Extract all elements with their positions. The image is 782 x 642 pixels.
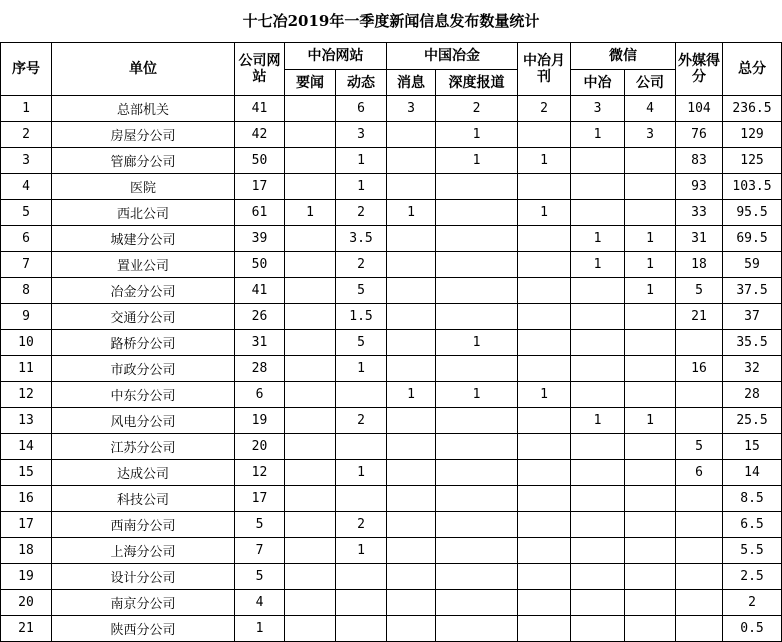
cell-company-site: 5 [235, 512, 285, 538]
cell-cm-news [387, 486, 436, 512]
cell-company-site: 50 [235, 252, 285, 278]
cell-zhongye-news [285, 434, 336, 460]
cell-cm-depth: 1 [436, 382, 518, 408]
cell-zhongye-updates: 5 [336, 330, 387, 356]
cell-cm-depth [436, 590, 518, 616]
cell-seq: 5 [1, 200, 52, 226]
cell-cm-news [387, 590, 436, 616]
cell-monthly [518, 252, 571, 278]
cell-zhongye-updates: 2 [336, 252, 387, 278]
cell-monthly [518, 616, 571, 642]
cell-cm-news: 1 [387, 382, 436, 408]
cell-zhongye-news [285, 408, 336, 434]
cell-cm-depth [436, 174, 518, 200]
cell-zhongye-news [285, 538, 336, 564]
cell-zhongye-news [285, 174, 336, 200]
cell-cm-news [387, 356, 436, 382]
cell-company-site: 17 [235, 486, 285, 512]
cell-external-media: 6 [676, 460, 723, 486]
cell-unit: 中东分公司 [52, 382, 235, 408]
cell-seq: 1 [1, 96, 52, 122]
cell-zhongye-updates: 3 [336, 122, 387, 148]
cell-cm-depth: 1 [436, 122, 518, 148]
cell-company-site: 42 [235, 122, 285, 148]
cell-monthly [518, 278, 571, 304]
cell-seq: 11 [1, 356, 52, 382]
cell-total: 25.5 [723, 408, 782, 434]
cell-wechat-zhongye [571, 304, 625, 330]
cell-zhongye-updates [336, 434, 387, 460]
cell-wechat-company: 1 [625, 226, 676, 252]
cell-zhongye-updates [336, 486, 387, 512]
cell-seq: 3 [1, 148, 52, 174]
cell-monthly: 1 [518, 382, 571, 408]
cell-wechat-zhongye [571, 200, 625, 226]
cell-zhongye-updates: 3.5 [336, 226, 387, 252]
table-row [1, 460, 782, 486]
cell-seq: 13 [1, 408, 52, 434]
cell-wechat-company: 1 [625, 278, 676, 304]
cell-zhongye-updates [336, 564, 387, 590]
table-row [1, 252, 782, 278]
cell-monthly [518, 226, 571, 252]
cell-wechat-zhongye [571, 148, 625, 174]
cell-wechat-company [625, 356, 676, 382]
table-row [1, 382, 782, 408]
table-row [1, 226, 782, 252]
cell-unit: 路桥分公司 [52, 330, 235, 356]
cell-cm-depth [436, 278, 518, 304]
cell-wechat-zhongye: 1 [571, 252, 625, 278]
cell-monthly [518, 564, 571, 590]
table-row [1, 96, 782, 122]
cell-seq: 19 [1, 564, 52, 590]
table-row [1, 564, 782, 590]
cell-monthly [518, 356, 571, 382]
cell-company-site: 39 [235, 226, 285, 252]
cell-total: 35.5 [723, 330, 782, 356]
cell-company-site: 4 [235, 590, 285, 616]
cell-zhongye-news [285, 226, 336, 252]
cell-total: 37.5 [723, 278, 782, 304]
cell-wechat-company: 4 [625, 96, 676, 122]
cell-total: 8.5 [723, 486, 782, 512]
cell-total: 0.5 [723, 616, 782, 642]
cell-total: 103.5 [723, 174, 782, 200]
cell-external-media: 33 [676, 200, 723, 226]
cell-company-site: 61 [235, 200, 285, 226]
cell-cm-depth [436, 226, 518, 252]
cell-wechat-company [625, 460, 676, 486]
cell-monthly [518, 512, 571, 538]
table-row [1, 356, 782, 382]
cell-wechat-company: 1 [625, 252, 676, 278]
header-company-site: 公司网站 [235, 43, 285, 96]
cell-unit: 管廊分公司 [52, 148, 235, 174]
cell-company-site: 50 [235, 148, 285, 174]
cell-zhongye-news [285, 356, 336, 382]
cell-monthly: 2 [518, 96, 571, 122]
cell-zhongye-news: 1 [285, 200, 336, 226]
cell-external-media: 5 [676, 434, 723, 460]
cell-monthly [518, 460, 571, 486]
cell-wechat-company [625, 590, 676, 616]
cell-company-site: 17 [235, 174, 285, 200]
header-unit: 单位 [52, 43, 235, 96]
cell-unit: 房屋分公司 [52, 122, 235, 148]
cell-seq: 20 [1, 590, 52, 616]
cell-cm-news [387, 434, 436, 460]
cell-seq: 18 [1, 538, 52, 564]
cell-zhongye-news [285, 122, 336, 148]
cell-zhongye-updates: 2 [336, 408, 387, 434]
cell-external-media [676, 382, 723, 408]
cell-monthly [518, 304, 571, 330]
cell-cm-depth: 1 [436, 148, 518, 174]
cell-unit: 陕西分公司 [52, 616, 235, 642]
cell-company-site: 41 [235, 96, 285, 122]
cell-unit: 风电分公司 [52, 408, 235, 434]
cell-cm-news [387, 122, 436, 148]
cell-zhongye-news [285, 382, 336, 408]
statistics-table [0, 42, 782, 642]
cell-zhongye-updates: 1 [336, 538, 387, 564]
cell-company-site: 20 [235, 434, 285, 460]
table-row [1, 330, 782, 356]
header-zhongye-site-news: 要闻 [285, 70, 336, 96]
header-china-metallurgy: 中国冶金 [387, 43, 518, 70]
cell-wechat-zhongye: 1 [571, 408, 625, 434]
table-row [1, 512, 782, 538]
cell-external-media [676, 616, 723, 642]
cell-unit: 冶金分公司 [52, 278, 235, 304]
cell-zhongye-news [285, 278, 336, 304]
cell-zhongye-news [285, 304, 336, 330]
cell-company-site: 7 [235, 538, 285, 564]
cell-total: 95.5 [723, 200, 782, 226]
cell-external-media [676, 590, 723, 616]
cell-seq: 15 [1, 460, 52, 486]
cell-external-media: 104 [676, 96, 723, 122]
cell-wechat-company [625, 200, 676, 226]
header-zhongye-monthly: 中冶月刊 [518, 43, 571, 96]
cell-wechat-zhongye [571, 486, 625, 512]
cell-total: 37 [723, 304, 782, 330]
cell-cm-depth [436, 564, 518, 590]
cell-unit: 科技公司 [52, 486, 235, 512]
cell-external-media: 5 [676, 278, 723, 304]
cell-monthly [518, 408, 571, 434]
cell-company-site: 6 [235, 382, 285, 408]
cell-zhongye-updates [336, 616, 387, 642]
cell-cm-news [387, 226, 436, 252]
cell-company-site: 31 [235, 330, 285, 356]
header-zhongye-site: 中冶网站 [285, 43, 387, 70]
cell-seq: 6 [1, 226, 52, 252]
cell-monthly [518, 434, 571, 460]
header-external-media: 外媒得分 [676, 43, 723, 96]
cell-zhongye-updates: 1 [336, 356, 387, 382]
cell-company-site: 1 [235, 616, 285, 642]
cell-cm-news [387, 252, 436, 278]
cell-total: 5.5 [723, 538, 782, 564]
table-row [1, 304, 782, 330]
cell-wechat-company [625, 148, 676, 174]
cell-external-media: 76 [676, 122, 723, 148]
cell-zhongye-updates: 1.5 [336, 304, 387, 330]
cell-zhongye-updates: 6 [336, 96, 387, 122]
cell-monthly [518, 122, 571, 148]
cell-wechat-zhongye [571, 330, 625, 356]
cell-wechat-company [625, 330, 676, 356]
cell-monthly [518, 174, 571, 200]
cell-zhongye-news [285, 96, 336, 122]
table-row [1, 200, 782, 226]
cell-cm-depth [436, 304, 518, 330]
cell-zhongye-news [285, 252, 336, 278]
cell-external-media: 16 [676, 356, 723, 382]
cell-company-site: 5 [235, 564, 285, 590]
cell-wechat-company [625, 512, 676, 538]
cell-monthly [518, 590, 571, 616]
cell-total: 28 [723, 382, 782, 408]
cell-external-media: 83 [676, 148, 723, 174]
cell-zhongye-updates: 2 [336, 512, 387, 538]
cell-cm-depth: 2 [436, 96, 518, 122]
cell-wechat-zhongye [571, 382, 625, 408]
cell-total: 15 [723, 434, 782, 460]
cell-seq: 8 [1, 278, 52, 304]
cell-unit: 达成公司 [52, 460, 235, 486]
cell-company-site: 28 [235, 356, 285, 382]
header-wechat: 微信 [571, 43, 676, 70]
cell-wechat-company [625, 434, 676, 460]
cell-cm-depth [436, 356, 518, 382]
cell-external-media [676, 538, 723, 564]
cell-seq: 17 [1, 512, 52, 538]
cell-wechat-zhongye [571, 564, 625, 590]
cell-wechat-company: 3 [625, 122, 676, 148]
cell-external-media [676, 330, 723, 356]
cell-wechat-zhongye [571, 278, 625, 304]
cell-zhongye-news [285, 148, 336, 174]
cell-unit: 南京分公司 [52, 590, 235, 616]
cell-external-media: 31 [676, 226, 723, 252]
cell-external-media: 18 [676, 252, 723, 278]
cell-cm-news [387, 278, 436, 304]
cell-external-media [676, 564, 723, 590]
cell-seq: 2 [1, 122, 52, 148]
table-row [1, 148, 782, 174]
cell-cm-depth [436, 538, 518, 564]
table-row [1, 616, 782, 642]
cell-cm-news [387, 538, 436, 564]
cell-external-media [676, 512, 723, 538]
cell-cm-news [387, 564, 436, 590]
cell-total: 69.5 [723, 226, 782, 252]
cell-wechat-zhongye [571, 460, 625, 486]
cell-cm-depth [436, 434, 518, 460]
table-row [1, 486, 782, 512]
cell-cm-depth [436, 200, 518, 226]
cell-unit: 江苏分公司 [52, 434, 235, 460]
cell-unit: 设计分公司 [52, 564, 235, 590]
cell-wechat-company [625, 304, 676, 330]
cell-zhongye-news [285, 616, 336, 642]
cell-unit: 市政分公司 [52, 356, 235, 382]
cell-cm-news [387, 174, 436, 200]
cell-wechat-zhongye: 1 [571, 122, 625, 148]
cell-cm-depth [436, 252, 518, 278]
cell-wechat-zhongye [571, 538, 625, 564]
cell-external-media: 93 [676, 174, 723, 200]
cell-seq: 7 [1, 252, 52, 278]
sheet-title: 十七冶2019年一季度新闻信息发布数量统计 [242, 12, 540, 30]
table-row [1, 538, 782, 564]
header-china-metallurgy-depth: 深度报道 [436, 70, 518, 96]
table-body [1, 96, 782, 642]
cell-total: 129 [723, 122, 782, 148]
cell-wechat-company [625, 382, 676, 408]
table-row [1, 590, 782, 616]
cell-wechat-company [625, 486, 676, 512]
cell-zhongye-news [285, 486, 336, 512]
cell-wechat-zhongye: 1 [571, 226, 625, 252]
cell-cm-news: 3 [387, 96, 436, 122]
cell-external-media [676, 408, 723, 434]
cell-wechat-zhongye [571, 616, 625, 642]
cell-zhongye-news [285, 564, 336, 590]
cell-cm-depth: 1 [436, 330, 518, 356]
cell-cm-news [387, 148, 436, 174]
cell-company-site: 26 [235, 304, 285, 330]
cell-zhongye-updates: 1 [336, 460, 387, 486]
cell-unit: 交通分公司 [52, 304, 235, 330]
cell-cm-news [387, 330, 436, 356]
cell-wechat-company: 1 [625, 408, 676, 434]
header-seq: 序号 [1, 43, 52, 96]
table-row [1, 278, 782, 304]
cell-zhongye-news [285, 512, 336, 538]
cell-unit: 上海分公司 [52, 538, 235, 564]
cell-wechat-zhongye: 3 [571, 96, 625, 122]
cell-zhongye-updates: 2 [336, 200, 387, 226]
cell-wechat-zhongye [571, 512, 625, 538]
table-row [1, 434, 782, 460]
cell-unit: 总部机关 [52, 96, 235, 122]
cell-zhongye-updates: 1 [336, 174, 387, 200]
cell-unit: 置业公司 [52, 252, 235, 278]
cell-zhongye-news [285, 460, 336, 486]
cell-total: 125 [723, 148, 782, 174]
cell-monthly [518, 538, 571, 564]
cell-cm-depth [436, 460, 518, 486]
cell-total: 59 [723, 252, 782, 278]
table-row [1, 408, 782, 434]
cell-seq: 10 [1, 330, 52, 356]
cell-seq: 21 [1, 616, 52, 642]
cell-monthly: 1 [518, 148, 571, 174]
cell-zhongye-updates [336, 382, 387, 408]
cell-zhongye-updates: 5 [336, 278, 387, 304]
cell-cm-news [387, 408, 436, 434]
cell-cm-depth [436, 408, 518, 434]
cell-wechat-company [625, 564, 676, 590]
header-zhongye-site-updates: 动态 [336, 70, 387, 96]
cell-total: 2 [723, 590, 782, 616]
cell-total: 2.5 [723, 564, 782, 590]
cell-company-site: 19 [235, 408, 285, 434]
cell-cm-news [387, 304, 436, 330]
cell-unit: 医院 [52, 174, 235, 200]
cell-external-media: 21 [676, 304, 723, 330]
cell-total: 6.5 [723, 512, 782, 538]
cell-cm-depth [436, 486, 518, 512]
cell-total: 14 [723, 460, 782, 486]
cell-cm-news [387, 460, 436, 486]
cell-external-media [676, 486, 723, 512]
cell-wechat-company [625, 174, 676, 200]
cell-zhongye-news [285, 590, 336, 616]
cell-zhongye-updates [336, 590, 387, 616]
header-china-metallurgy-news: 消息 [387, 70, 436, 96]
cell-seq: 9 [1, 304, 52, 330]
cell-wechat-zhongye [571, 356, 625, 382]
cell-zhongye-news [285, 330, 336, 356]
table-row [1, 174, 782, 200]
cell-unit: 城建分公司 [52, 226, 235, 252]
cell-unit: 西北公司 [52, 200, 235, 226]
cell-seq: 4 [1, 174, 52, 200]
cell-company-site: 12 [235, 460, 285, 486]
cell-total: 236.5 [723, 96, 782, 122]
cell-seq: 16 [1, 486, 52, 512]
header-wechat-company: 公司 [625, 70, 676, 96]
cell-zhongye-updates: 1 [336, 148, 387, 174]
cell-cm-news [387, 512, 436, 538]
table-row [1, 122, 782, 148]
cell-wechat-zhongye [571, 174, 625, 200]
cell-wechat-zhongye [571, 434, 625, 460]
cell-monthly [518, 486, 571, 512]
cell-seq: 14 [1, 434, 52, 460]
cell-company-site: 41 [235, 278, 285, 304]
cell-wechat-company [625, 616, 676, 642]
cell-cm-news [387, 616, 436, 642]
cell-cm-depth [436, 616, 518, 642]
header-wechat-zhongye: 中冶 [571, 70, 625, 96]
cell-wechat-zhongye [571, 590, 625, 616]
cell-wechat-company [625, 538, 676, 564]
cell-monthly [518, 330, 571, 356]
header-total: 总分 [723, 43, 782, 96]
cell-cm-news: 1 [387, 200, 436, 226]
cell-monthly: 1 [518, 200, 571, 226]
cell-unit: 西南分公司 [52, 512, 235, 538]
cell-cm-depth [436, 512, 518, 538]
cell-total: 32 [723, 356, 782, 382]
cell-seq: 12 [1, 382, 52, 408]
